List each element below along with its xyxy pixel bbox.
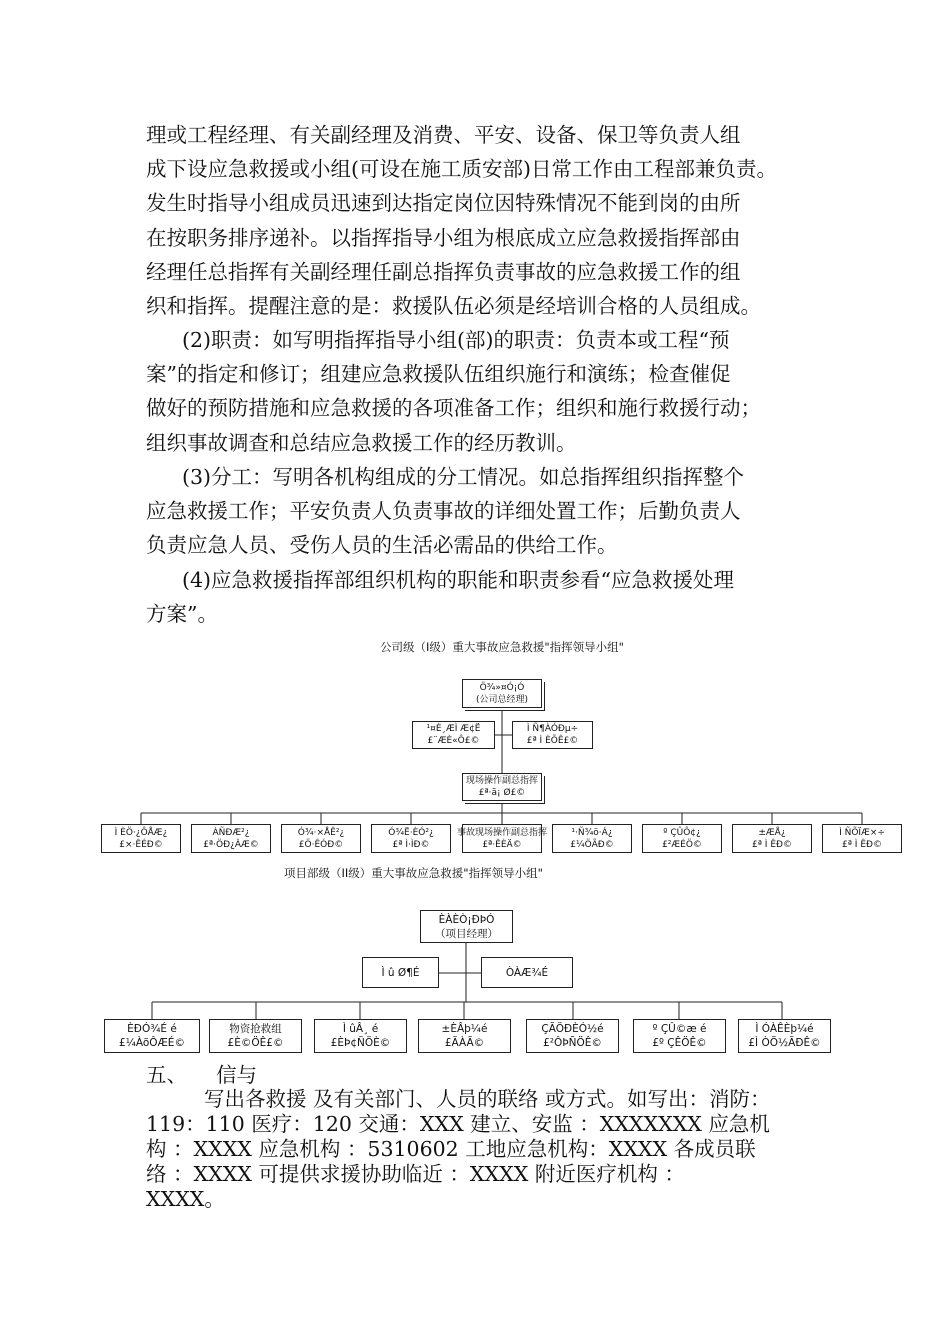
box-sublabel: £²ÆÉÖ© [662,839,702,850]
department-box [371,824,451,853]
box-sublabel: £ÈÞ¢ÑÖÈ© [330,1037,391,1049]
text-line: 组织事故调查和总结应急救援工作的经历教训。 [146,430,577,455]
department-box [457,824,548,853]
department-box [732,824,812,853]
box-sublabel: £ª·ÖÐ¿ÂÆ© [203,839,259,850]
org-chart-1-title: 公司级（I级）重大事故应急救援"指挥领导小组" [380,640,624,654]
box-sublabel: £ª Ì ÈÕÊ£© [526,736,579,746]
team-box [526,1019,619,1053]
box-label: ÇÃÖÐÈÓ½é [541,1023,604,1035]
box-sublabel: £¼ÀõÔÆÉ© [119,1037,185,1049]
section-heading [146,1062,257,1088]
box-label: Ì ûÂ¸ é [342,1023,379,1035]
box-label: ±ÆÅ¿ [758,827,786,838]
box-label: ÒÀÆ¾É [505,966,549,979]
text-line: 成下设应急救援或小组(可设在施工质安部)日常工作由工程部兼负责。 [146,157,777,182]
section-title: 信与 [216,1063,258,1087]
text-line: 负责应急人员、受伤人员的生活必需品的供给工作。 [146,533,618,558]
team-box [418,1019,511,1053]
box-label: ÈÀÈÒ¡ÐÞÓ [438,913,495,926]
box-label: ÀÑÐÆ²¿ [212,827,250,838]
box-sublabel: £º ÇÊÖÊ© [652,1037,707,1049]
box-label: Ì ÈÖ·¿ÔÅÆ¿ [114,827,168,838]
box-label: 事故现场操作副总指挥 [457,827,548,838]
deputy-commander-left-box [412,721,495,749]
team-box [314,1019,407,1053]
box-label: Ì Ñ¶ÀÓÐµ÷ [526,724,579,734]
box-sublabel: £È©ÖÊ£© [227,1037,284,1049]
text-line: 织和指挥。提醒注意的是：救援队伍必须是经培训合格的人员组成。 [146,294,761,319]
box-sublabel: £×·ÊÉÐ© [119,839,163,850]
box-label: Ì ÓÀÊÈþ¼é [755,1023,814,1035]
deputy-commander-right-box [512,721,593,749]
box-sublabel: (公司总经理) [475,694,529,705]
department-box [642,824,722,853]
box-label: ±ÈÂþ¼é [441,1023,488,1035]
onsite-deputy-commander-box [462,773,542,801]
text-line: 经理任总指挥有关副经理任副总指挥负责事故的应急救援工作的组 [146,259,741,284]
box-label: ¹¤È¸ÆÌ Æ¢Ë [426,724,481,734]
text-line: 理或工程经理、有关副经理及消费、平安、设备、保卫等负责人组 [146,123,741,147]
box-label: Ì ÑÕÏÆ×÷ [839,827,885,838]
box-sublabel: £ª Ì ÊÐ© [751,839,792,850]
contact-paragraph [146,1087,846,1212]
box-sublabel: £ª Ì·ÌÐ© [392,839,430,850]
box-label: Ì û Ø¶É [381,966,420,979]
box-sublabel: £ª Ì ÊÐ© [841,839,882,850]
general-commander-box [462,679,542,708]
department-box [101,824,181,853]
project-manager-box [420,910,513,943]
team-box [209,1019,302,1053]
box-label: º ÇÛÔ¢¿ [663,827,701,838]
box-sublabel: £ª·ÊÈÄ© [482,839,522,850]
text-line: 写出各救援 及有关部门、人员的联络 或方式。如写出：消防： [204,1087,771,1111]
box-sublabel: £Ì ÒÕ½ÃÐÊ© [748,1037,821,1049]
box-sublabel: （项目经理） [435,927,498,940]
text-line: 构 ：XXXX 应急机构 ：5310602 工地应急机构：XXXX 各成员联 [146,1137,756,1161]
box-sublabel: £ÃÀÃ© [444,1037,485,1049]
box-label: 现场操作副总指挥 [465,776,538,786]
box-sublabel: £¨ÆÈ«Ô£© [427,736,480,746]
text-line: 络 ：XXXX 可提供求援协助临近 ：XXXX 附近医疗机构 ： [146,1162,685,1186]
box-label: Ó¾·×ÅÊ²¿ [297,827,345,838]
box-label: Ó¾Ë·ÈÓ²¿ [388,827,434,838]
box-label: ÈÐÓ¾É é [127,1023,177,1035]
box-sublabel: £²ÔÞÑÖÊ© [543,1037,602,1049]
text-line: (4)应急救援指挥部组织机构的职能和职责参看“应急救援处理 [182,568,735,592]
box-label: 物资抢救组 [229,1023,282,1035]
org-chart-2-title: 项目部级（II级）重大事故应急救援"指挥领导小组" [284,866,543,880]
box-label: º ÇÛ©æ é [652,1023,707,1035]
text-line: 方案”。 [146,602,218,627]
text-line: (3)分工：写明各机构组成的分工情况。如总指挥组织指挥整个 [182,465,745,489]
text-line: 发生时指导小组成员迅速到达指定岗位因特殊情况不能到岗的由所 [146,191,741,216]
deputy-right-box [481,957,573,988]
text-line: 119：110 医疗：120 交通：XXX 建立、安监 ：XXXXXXX 应急机 [146,1112,770,1136]
text-line: 案”的指定和修订；组建应急救援队伍组织施行和演练；检查催促 [146,362,731,387]
team-box [738,1019,831,1053]
text-line: XXXX。 [146,1187,225,1211]
box-sublabel: £ª·ã¡ Ø£© [478,788,526,798]
text-line: 做好的预防措施和应急救援的各项准备工作；组织和施行救援行动； [146,396,761,421]
team-box [633,1019,726,1053]
department-box [552,824,632,853]
section-number: 五、 [146,1063,187,1087]
team-box [104,1019,200,1053]
box-label: Ö¾»¤Ó¡Ó [479,682,525,693]
box-sublabel: £Ö·ÊÓÐ© [298,839,344,850]
box-label: ¹·Ñ¾ö·Á¿ [571,827,613,838]
text-line: 在按职务排序递补。以指挥指导小组为根底成立应急救援指挥部由 [146,225,741,250]
department-box [822,824,902,853]
text-line: 应急救援工作；平安负责人负责事故的详细处置工作；后勤负责人 [146,499,741,524]
text-line: (2)职责：如写明指挥指导小组(部)的职责：负责本或工程“预 [182,328,730,352]
box-sublabel: £¼ÖÃÐ© [570,839,614,850]
department-box [281,824,361,853]
deputy-left-box [362,957,439,988]
department-box [191,824,271,853]
